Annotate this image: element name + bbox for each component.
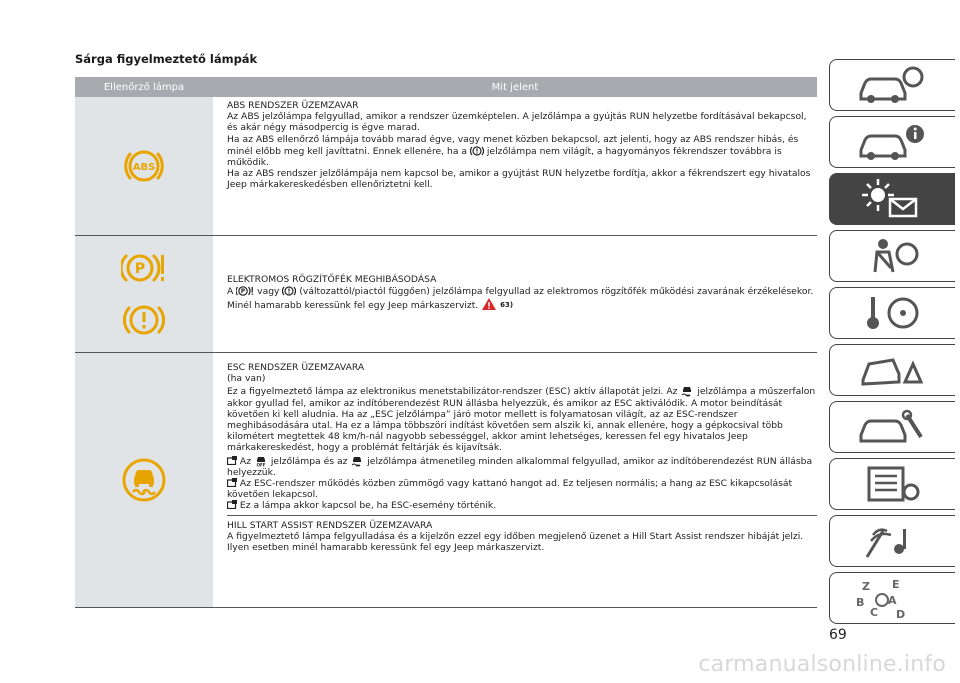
epb-icon-cell — [75, 236, 213, 352]
epb-heading: ELEKTROMOS RÖGZÍTŐFÉK MEGHIBÁSODÁSA — [227, 274, 437, 285]
tab-starting-driving[interactable] — [829, 287, 955, 339]
header-meaning: Mit jelent — [491, 81, 539, 93]
esc-p1-end: jelzőlámpa a műszerfalon akkor gyullad fel, amikor az indítóberendezést RUN állásba helyezzük, és amikor az ESC aktiválódik. A motor beindítását követően ki kell aludnia. Ha az „ESC jelzőlámpa” járó motor mellett is folyamatosan világít, az az ESC-rendszer meghibásodására utal. Ha ez a lámpa többszöri indítást követően sem alszik ki, annak ellenére, hogy a gépkocsival több kilométert megtettek 48 km/h-nál nagyobb sebességgel, akkor amint lehetséges, keressen fel egy hivatalos Jeep márkakereskedést, hogy a problémát feltárják és kijavítsák. — [227, 386, 816, 454]
esc-p1-start: Ez a figyelmeztető lámpa az elektronikus menetstabilizátor-rendszer (ESC) aktív állapotát jelzi. Az — [227, 386, 678, 398]
epb-reference: 63) — [500, 301, 514, 310]
hill-heading: HILL START ASSIST RENDSZER ÜZEMZAVARA — [227, 519, 433, 531]
esc-car-icon — [350, 454, 364, 467]
section-title: Sárga figyelmeztető lámpák — [75, 52, 258, 66]
tab-instrument-panel[interactable] — [829, 116, 955, 168]
esc-car-icon — [680, 384, 694, 397]
table-row-epb — [75, 236, 817, 353]
hill-start-section — [227, 515, 817, 554]
hill-paragraph-1: A figyelmeztető lámpa felgyulladása és a kijelzőn ezzel egy időben megjelenő üzenet a Hill Start Assist rendszer hibáját jelzi. — [227, 530, 804, 542]
tab-warning-lights-messages[interactable] — [829, 173, 955, 225]
tab-emergency[interactable] — [829, 344, 955, 396]
car-steering-icon — [853, 65, 933, 105]
abs-paragraph-2 — [227, 134, 817, 169]
note-icon — [227, 456, 237, 465]
abs-description — [213, 97, 817, 235]
esc-note-1-b: jelzőlámpa és az — [270, 455, 348, 467]
abs-p2-end: jelzőlámpa nem világít, a hagyományos fékrendszer továbbra is működik. — [227, 145, 782, 169]
epb-description — [213, 236, 817, 352]
index-letter: D — [895, 608, 905, 620]
car-wrench-icon — [853, 407, 933, 447]
tab-index[interactable] — [829, 572, 955, 624]
tab-multimedia[interactable] — [829, 515, 955, 567]
page-number: 69 — [829, 627, 847, 643]
index-letter: B — [855, 596, 864, 609]
esc-subheading: (ha van) — [227, 373, 266, 385]
table-row-esc — [75, 353, 817, 608]
epb-paragraph — [227, 285, 817, 311]
esc-description — [213, 353, 817, 607]
watermark: carmanualsonline.info — [698, 652, 946, 677]
warning-light-message-icon — [848, 177, 938, 221]
esc-icon-cell — [75, 353, 213, 607]
abs-icon-cell — [75, 97, 213, 235]
esc-paragraph — [227, 384, 817, 453]
esc-note-3 — [227, 500, 817, 511]
brake-warning-icon — [470, 145, 484, 157]
tab-servicing-maintenance[interactable] — [829, 401, 955, 453]
note-icon — [227, 478, 237, 487]
index-letter: A — [887, 594, 897, 607]
epb-text-rest: (változattól/piactól függően) jelzőlámpa felgyullad az elektromos rögzítőfék működési zavarának érzékelésekor. Minél hamarabb keressünk fel egy Jeep márkaszervizt. — [227, 286, 814, 312]
tab-safety[interactable] — [829, 230, 955, 282]
esc-heading: ESC RENDSZER ÜZEMZAVARA — [227, 362, 365, 373]
abs-p2-start: Ha az ABS ellenőrző lámpája tovább marad égve, vagy menet közben bekapcsol, azt jelenti, hogy az ABS rendszer hibás, és minél előbb meg kell javíttatni. Ennek ellenére, ha a — [227, 133, 799, 157]
alphabet-index-icon — [848, 576, 938, 620]
esc-note-1-c: jelzőlámpa átmenetileg minden alkalommal felgyullad, amikor az indítóberendezést RUN állásba helyezzük. — [227, 455, 813, 478]
note-icon — [227, 500, 237, 509]
esc-note-1-a: Az — [239, 455, 252, 467]
index-letter: C — [869, 606, 878, 619]
parking-brake-icon — [236, 285, 254, 297]
car-info-icon — [853, 122, 933, 162]
table-row-abs — [75, 97, 817, 236]
epb-text-a: A — [227, 286, 234, 298]
epb-text-or: vagy — [257, 286, 280, 298]
esc-note-2-text: Az ESC-rendszer működés közben zümmögő vagy kattanó hangot ad. Ez teljesen normális; a hang az ESC kikapcsolását követően lekapcsol. — [227, 478, 793, 501]
esc-note-1 — [227, 454, 817, 478]
warning-triangle-icon — [481, 297, 497, 311]
abs-warning-icon — [123, 145, 165, 187]
index-letter: E — [891, 578, 900, 591]
chapter-sidebar — [829, 59, 955, 629]
abs-paragraph-1: Az ABS jelzőlámpa felgyullad, amikor a rendszer üzemképtelen. A jelzőlámpa a gyújtás RUN helyzetbe fordításával bekapcsol, és akár négy másodpercig is égve marad. — [227, 111, 807, 134]
brake-exclamation-icon — [282, 285, 296, 297]
esc-car-icon — [254, 454, 268, 467]
esc-off-label: OFF — [256, 462, 266, 467]
abs-heading: ABS RENDSZER ÜZEMZAVAR — [227, 100, 359, 111]
abs-icon-label: ABS — [132, 162, 156, 173]
tab-getting-to-know-car[interactable] — [829, 59, 955, 111]
multimedia-icon — [853, 521, 933, 561]
seatbelt-airbag-icon — [853, 236, 933, 276]
breakdown-car-icon — [853, 350, 933, 390]
brake-system-warning-icon — [122, 299, 166, 341]
warning-lights-table — [75, 77, 817, 608]
tab-technical-specifications[interactable] — [829, 458, 955, 510]
esc-warning-icon — [122, 458, 166, 502]
abs-paragraph-3: Ha az ABS rendszer jelzőlámpája nem kapcsol be, amikor a gyújtást RUN helyzetbe fordítja, akkor a fékrendszert egy hivatalos Jeep márkakereskedésben ellenőriztetni kell. — [227, 168, 811, 191]
header-indicator-lamp: Ellenőrző lámpa — [103, 81, 185, 93]
table-header — [75, 77, 817, 97]
index-letter: Z — [861, 580, 870, 593]
key-steering-wheel-icon — [853, 293, 933, 333]
parking-brake-fault-icon — [121, 247, 167, 289]
esc-note-2 — [227, 478, 817, 500]
hill-paragraph-2: Ilyen esetben minél hamarabb keressünk fel egy Jeep márkaszervizt. — [227, 542, 545, 554]
spec-list-icon — [853, 464, 933, 504]
epb-icon-label: P — [134, 261, 146, 277]
svg-text:P: P — [241, 288, 246, 296]
esc-note-3-text: Ez a lámpa akkor kapcsol be, ha ESC-esemény történik. — [239, 500, 497, 512]
